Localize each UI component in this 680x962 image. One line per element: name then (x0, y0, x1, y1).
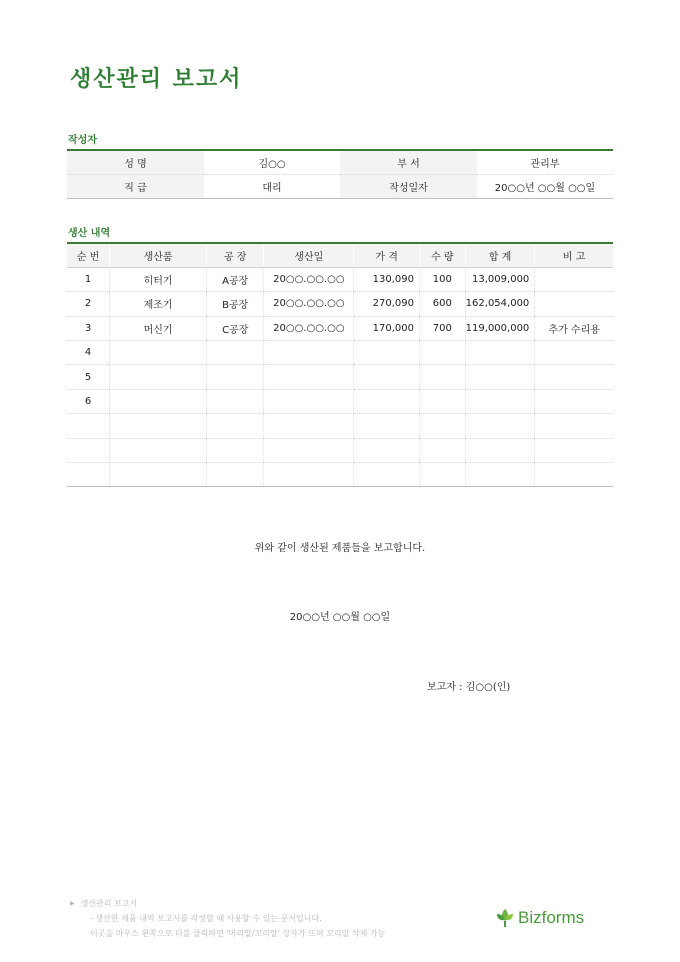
cell-product[interactable] (110, 438, 207, 462)
cell-note[interactable] (535, 414, 613, 438)
header-qty: 수 량 (420, 243, 466, 267)
production-section-label: 생산 내역 (68, 228, 111, 239)
cell-product[interactable] (110, 365, 207, 389)
cell-date[interactable] (264, 389, 354, 413)
cell-date[interactable] (264, 341, 354, 365)
cell-factory[interactable]: A공장 (207, 267, 264, 291)
cell-date[interactable]: 20○○.○○.○○ (264, 267, 354, 291)
cell-product[interactable]: 머신기 (110, 316, 207, 340)
table-row (67, 316, 613, 340)
header-no: 순 번 (67, 243, 110, 267)
cell-price[interactable] (354, 463, 420, 487)
cell-factory[interactable]: C공장 (207, 316, 264, 340)
footer-title: 생산관리 보고서 (80, 899, 138, 908)
reporter-signature: 보고자 : 김○○(인) (427, 682, 511, 693)
author-info-table (67, 149, 613, 199)
document-footer[interactable] (70, 896, 385, 941)
header-price: 가 격 (354, 243, 420, 267)
cell-qty[interactable] (420, 438, 466, 462)
cell-product[interactable] (110, 341, 207, 365)
cell-total[interactable]: 162,054,000 (465, 292, 535, 316)
cell-note[interactable]: 추가 수리용 (535, 316, 613, 340)
cell-note[interactable] (535, 267, 613, 291)
triangle-bullet-icon: ▶ (70, 900, 75, 907)
cell-factory[interactable] (207, 389, 264, 413)
cell-qty[interactable] (420, 365, 466, 389)
cell-price[interactable] (354, 414, 420, 438)
name-label: 성 명 (67, 150, 204, 174)
table-header-row (67, 243, 613, 267)
cell-no[interactable] (67, 463, 110, 487)
cell-date[interactable]: 20○○.○○.○○ (264, 292, 354, 316)
header-product: 생산품 (110, 243, 207, 267)
report-date: 20○○년 ○○월 ○○일 (289, 612, 391, 623)
cell-note[interactable] (535, 292, 613, 316)
cell-total[interactable]: 119,000,000 (465, 316, 535, 340)
cell-no[interactable]: 1 (67, 267, 110, 291)
table-row (67, 389, 613, 413)
rank-value[interactable]: 대리 (262, 182, 282, 194)
header-note: 비 고 (535, 243, 613, 267)
cell-qty[interactable]: 100 (420, 267, 466, 291)
cell-no[interactable]: 6 (67, 389, 110, 413)
table-row (67, 438, 613, 462)
cell-total[interactable] (465, 341, 535, 365)
footer-hint: 이곳을 마우스 왼쪽으로 더블 클릭하면 '머리말/꼬리말' 상자가 뜨며 꼬리말 삭제 가능 (90, 929, 386, 938)
cell-factory[interactable] (207, 365, 264, 389)
header-total: 합 계 (465, 243, 535, 267)
leaf-logo-icon (496, 908, 514, 928)
cell-qty[interactable] (420, 341, 466, 365)
cell-total[interactable] (465, 463, 535, 487)
cell-total[interactable]: 13,009,000 (465, 267, 535, 291)
table-row (67, 365, 613, 389)
cell-price[interactable] (354, 365, 420, 389)
cell-price[interactable] (354, 438, 420, 462)
cell-factory[interactable] (207, 414, 264, 438)
cell-note[interactable] (535, 463, 613, 487)
table-row (67, 267, 613, 291)
production-table (67, 242, 613, 487)
cell-product[interactable] (110, 414, 207, 438)
table-row (67, 341, 613, 365)
name-value[interactable]: 김○○ (204, 150, 340, 174)
cell-qty[interactable] (420, 414, 466, 438)
header-factory: 공 장 (207, 243, 264, 267)
cell-price[interactable]: 170,000 (354, 316, 420, 340)
cell-qty[interactable]: 600 (420, 292, 466, 316)
header-date: 생산일 (264, 243, 354, 267)
bizforms-logo (496, 908, 584, 928)
cell-price[interactable] (354, 341, 420, 365)
cell-qty[interactable]: 700 (420, 316, 466, 340)
cell-note[interactable] (535, 341, 613, 365)
cell-factory[interactable] (207, 341, 264, 365)
cell-no[interactable]: 4 (67, 341, 110, 365)
table-row (67, 463, 613, 487)
cell-date[interactable] (264, 463, 354, 487)
written-date-value[interactable]: 20○○년 ○○월 ○○일 (494, 182, 596, 194)
cell-total[interactable] (465, 365, 535, 389)
cell-price[interactable]: 130,090 (354, 267, 420, 291)
cell-date[interactable] (264, 365, 354, 389)
cell-price[interactable] (354, 389, 420, 413)
cell-qty[interactable] (420, 389, 466, 413)
rank-label: 직 급 (67, 174, 204, 198)
author-section-label: 작성자 (68, 135, 97, 146)
cell-factory[interactable] (207, 463, 264, 487)
department-label: 부 서 (340, 150, 477, 174)
cell-date[interactable] (264, 414, 354, 438)
cell-no[interactable]: 5 (67, 365, 110, 389)
cell-note[interactable] (535, 365, 613, 389)
info-row (67, 174, 613, 198)
cell-no[interactable] (67, 438, 110, 462)
footer-title-line (70, 896, 385, 911)
cell-product[interactable]: 제조기 (110, 292, 207, 316)
cell-price[interactable]: 270,090 (354, 292, 420, 316)
document-title: 생산관리 보고서 (70, 67, 243, 92)
table-row (67, 292, 613, 316)
brand-name: Bizforms (518, 908, 585, 927)
cell-no[interactable]: 3 (67, 316, 110, 340)
cell-product[interactable] (110, 389, 207, 413)
cell-no[interactable] (67, 414, 110, 438)
cell-factory[interactable]: B공장 (207, 292, 264, 316)
cell-no[interactable]: 2 (67, 292, 110, 316)
footer-description: - 생산한 제품 내역 보고서를 작성할 때 사용할 수 있는 문서입니다. (90, 914, 322, 923)
written-date-label: 작성일자 (340, 174, 477, 198)
cell-product[interactable]: 히터기 (110, 267, 207, 291)
department-value[interactable]: 관리부 (477, 150, 613, 174)
cell-note[interactable] (535, 389, 613, 413)
cell-total[interactable] (465, 414, 535, 438)
cell-note[interactable] (535, 438, 613, 462)
cell-qty[interactable] (420, 463, 466, 487)
cell-total[interactable] (465, 389, 535, 413)
cell-factory[interactable] (207, 438, 264, 462)
info-row (67, 150, 613, 174)
report-statement: 위와 같이 생산된 제품들을 보고합니다. (254, 543, 426, 554)
cell-date[interactable]: 20○○.○○.○○ (264, 316, 354, 340)
cell-date[interactable] (264, 438, 354, 462)
cell-product[interactable] (110, 463, 207, 487)
cell-total[interactable] (465, 438, 535, 462)
table-row (67, 414, 613, 438)
